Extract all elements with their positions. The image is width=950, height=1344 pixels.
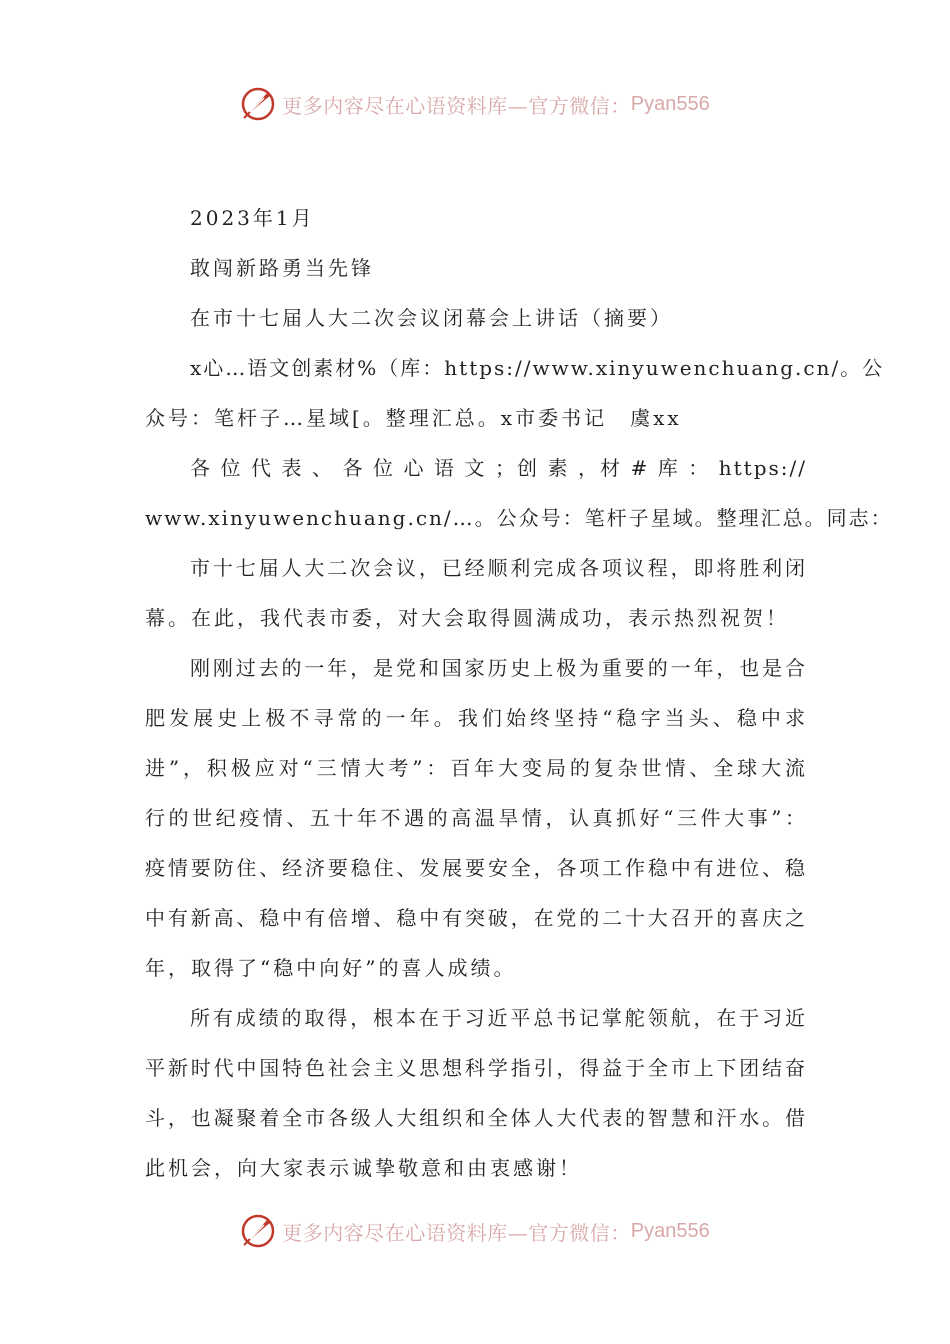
paragraph-line: 年，取得了“稳中向好”的喜人成绩。 [145, 956, 517, 980]
document-subtitle: 在市十七届人大二次会议闭幕会上讲话（摘要） [190, 306, 673, 330]
quill-logo-icon [240, 86, 276, 122]
watermark-wechat-id: Pyan556 [630, 1219, 710, 1242]
document-body [145, 193, 893, 1193]
greeting-line: 各 位 代 表 、 各 位 心 语 文 ；创 素 ，材 # 库 ： https:// [190, 456, 807, 480]
paragraph-line: 刚刚过去的一年，是党和国家历史上极为重要的一年，也是合 [190, 656, 807, 680]
paragraph-line: 行的世纪疫情、五十年不遇的高温旱情，认真抓好“三件大事”： [145, 806, 807, 830]
paragraph-line: 中有新高、稳中有倍增、稳中有突破，在党的二十大召开的喜庆之 [145, 906, 807, 930]
paragraph-line: 斗，也凝聚着全市各级人大组织和全体人大代表的智慧和汗水。借 [145, 1106, 807, 1130]
watermark-text: 更多内容尽在心语资料库—官方微信： [282, 1220, 631, 1245]
document-title: 敢闯新路勇当先锋 [190, 256, 374, 280]
watermark-wechat-id: Pyan556 [630, 92, 710, 115]
header-watermark [0, 84, 950, 124]
greeting-line: www.xinyuwenchuang.cn/…。公众号：笔杆子星域。整理汇总。同志： [145, 506, 893, 530]
paragraph-line: 市十七届人大二次会议，已经顺利完成各项议程，即将胜利闭 [190, 556, 807, 580]
document-date: 2023年1月 [190, 206, 315, 230]
paragraph-line: 所有成绩的取得，根本在于习近平总书记掌舵领航，在于习近 [190, 1006, 807, 1030]
footer-watermark [0, 1211, 950, 1251]
paragraph-line: 疫情要防住、经济要稳住、发展要安全，各项工作稳中有进位、稳 [145, 856, 807, 880]
paragraph-line: 平新时代中国特色社会主义思想科学指引，得益于全市上下团结奋 [145, 1056, 807, 1080]
paragraph-line: 此机会，向大家表示诚挚敬意和由衷感谢！ [145, 1156, 582, 1180]
source-line: x心…语文创素材%（库：https://www.xinyuwenchuang.cn/。公 [190, 356, 885, 380]
source-line: 众号：笔杆子…星域[。整理汇总。x市委书记 虞xx [145, 406, 682, 430]
watermark-text: 更多内容尽在心语资料库—官方微信： [282, 93, 631, 118]
paragraph-line: 幕。在此，我代表市委，对大会取得圆满成功，表示热烈祝贺！ [145, 606, 789, 630]
paragraph-line: 进”，积极应对“三情大考”：百年大变局的复杂世情、全球大流 [145, 756, 807, 780]
quill-logo-icon [240, 1213, 276, 1249]
paragraph-line: 肥发展史上极不寻常的一年。我们始终坚持“稳字当头、稳中求 [145, 706, 807, 730]
